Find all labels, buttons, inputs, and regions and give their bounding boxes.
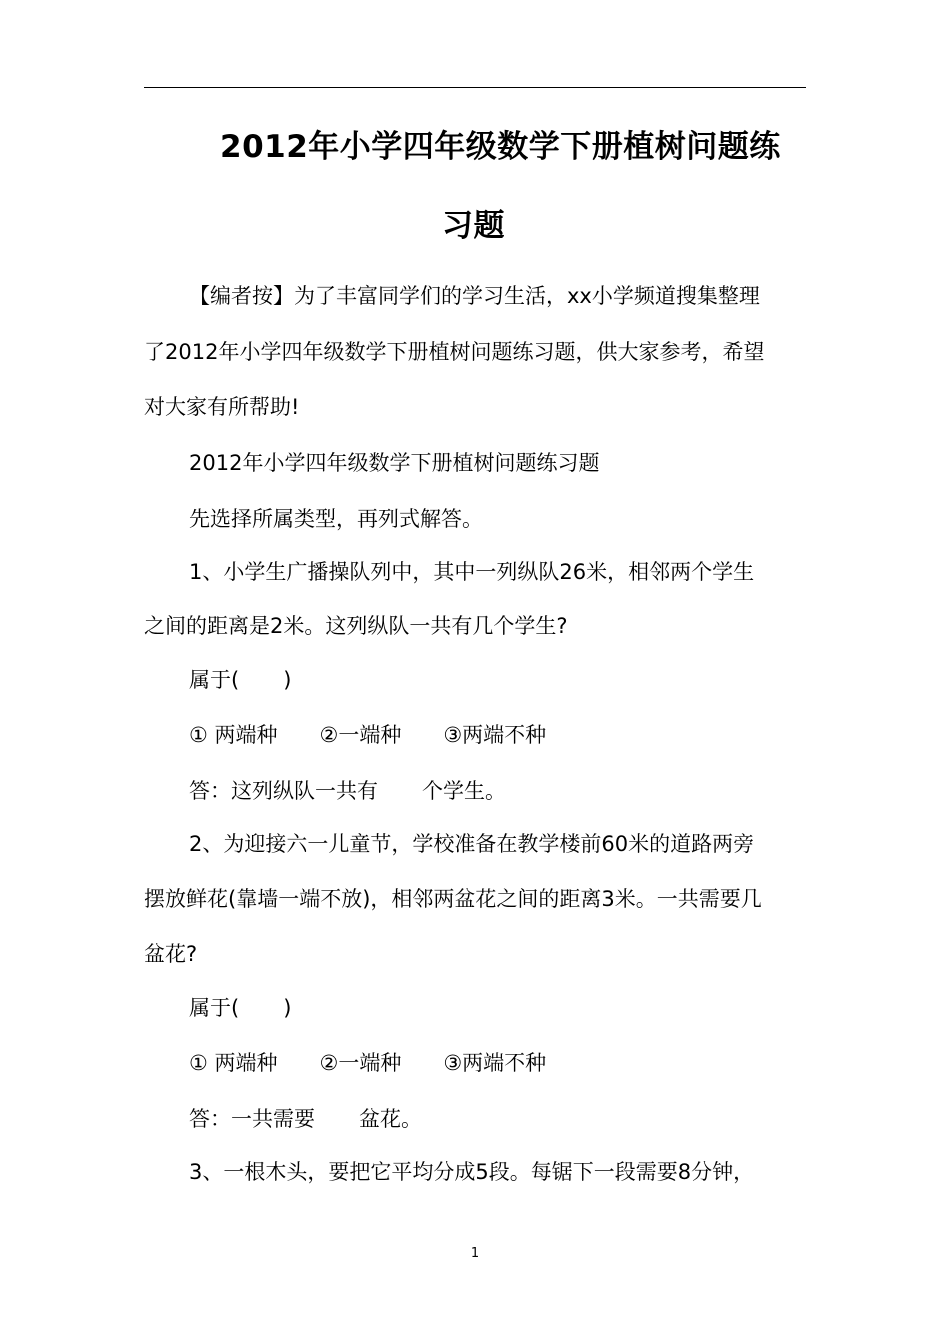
- page-number: 1: [470, 1246, 480, 1261]
- q2-option-3[interactable]: ③两端不种: [443, 1051, 547, 1075]
- q2-belongs: [189, 993, 291, 1023]
- q1-answer: [189, 776, 506, 806]
- q1-belongs: [189, 665, 291, 695]
- q1-option-2[interactable]: ②一端种: [319, 723, 402, 747]
- q1-answer-prefix: 答：这列纵队一共有: [189, 779, 378, 803]
- intro-line-3: 对大家有所帮助!: [144, 395, 300, 419]
- q2-options: [189, 1048, 546, 1078]
- intro-line-1: 【编者按】为了丰富同学们的学习生活，xx小学频道搜集整理: [189, 284, 760, 308]
- q2-belongs-close: ): [283, 996, 292, 1020]
- q2-option-2[interactable]: ②一端种: [319, 1051, 402, 1075]
- q1-belongs-open: 属于(: [189, 668, 240, 692]
- q3-line-1: 3、一根木头，要把它平均分成5段。每锯下一段需要8分钟，: [189, 1160, 755, 1184]
- q2-line-3: 盆花?: [144, 942, 198, 966]
- q2-answer: [189, 1104, 422, 1134]
- subtitle: 2012年小学四年级数学下册植树问题练习题: [189, 451, 600, 475]
- q2-belongs-open: 属于(: [189, 996, 240, 1020]
- q2-answer-suffix: 盆花。: [359, 1107, 422, 1131]
- intro-line-2: 了2012年小学四年级数学下册植树问题练习题，供大家参考，希望: [144, 340, 765, 364]
- header-rule: [144, 87, 806, 88]
- title-line-1: 2012年小学四年级数学下册植树问题练: [220, 129, 781, 165]
- q2-line-1: 2、为迎接六一儿童节，学校准备在教学楼前60米的道路两旁: [189, 832, 755, 856]
- q1-line-2: 之间的距离是2米。这列纵队一共有几个学生?: [144, 614, 568, 638]
- q2-option-1[interactable]: ① 两端种: [189, 1051, 278, 1075]
- instruction: 先选择所属类型，再列式解答。: [189, 507, 483, 531]
- q2-answer-prefix: 答：一共需要: [189, 1107, 315, 1131]
- title-line-2: 习题: [442, 208, 505, 244]
- q1-option-1[interactable]: ① 两端种: [189, 723, 278, 747]
- q1-options: [189, 720, 546, 750]
- q1-belongs-close: ): [283, 668, 292, 692]
- q2-line-2: 摆放鲜花(靠墙一端不放)，相邻两盆花之间的距离3米。一共需要几: [144, 887, 762, 911]
- q1-line-1: 1、小学生广播操队列中，其中一列纵队26米，相邻两个学生: [189, 560, 755, 584]
- q1-option-3[interactable]: ③两端不种: [443, 723, 547, 747]
- q1-answer-suffix: 个学生。: [422, 779, 506, 803]
